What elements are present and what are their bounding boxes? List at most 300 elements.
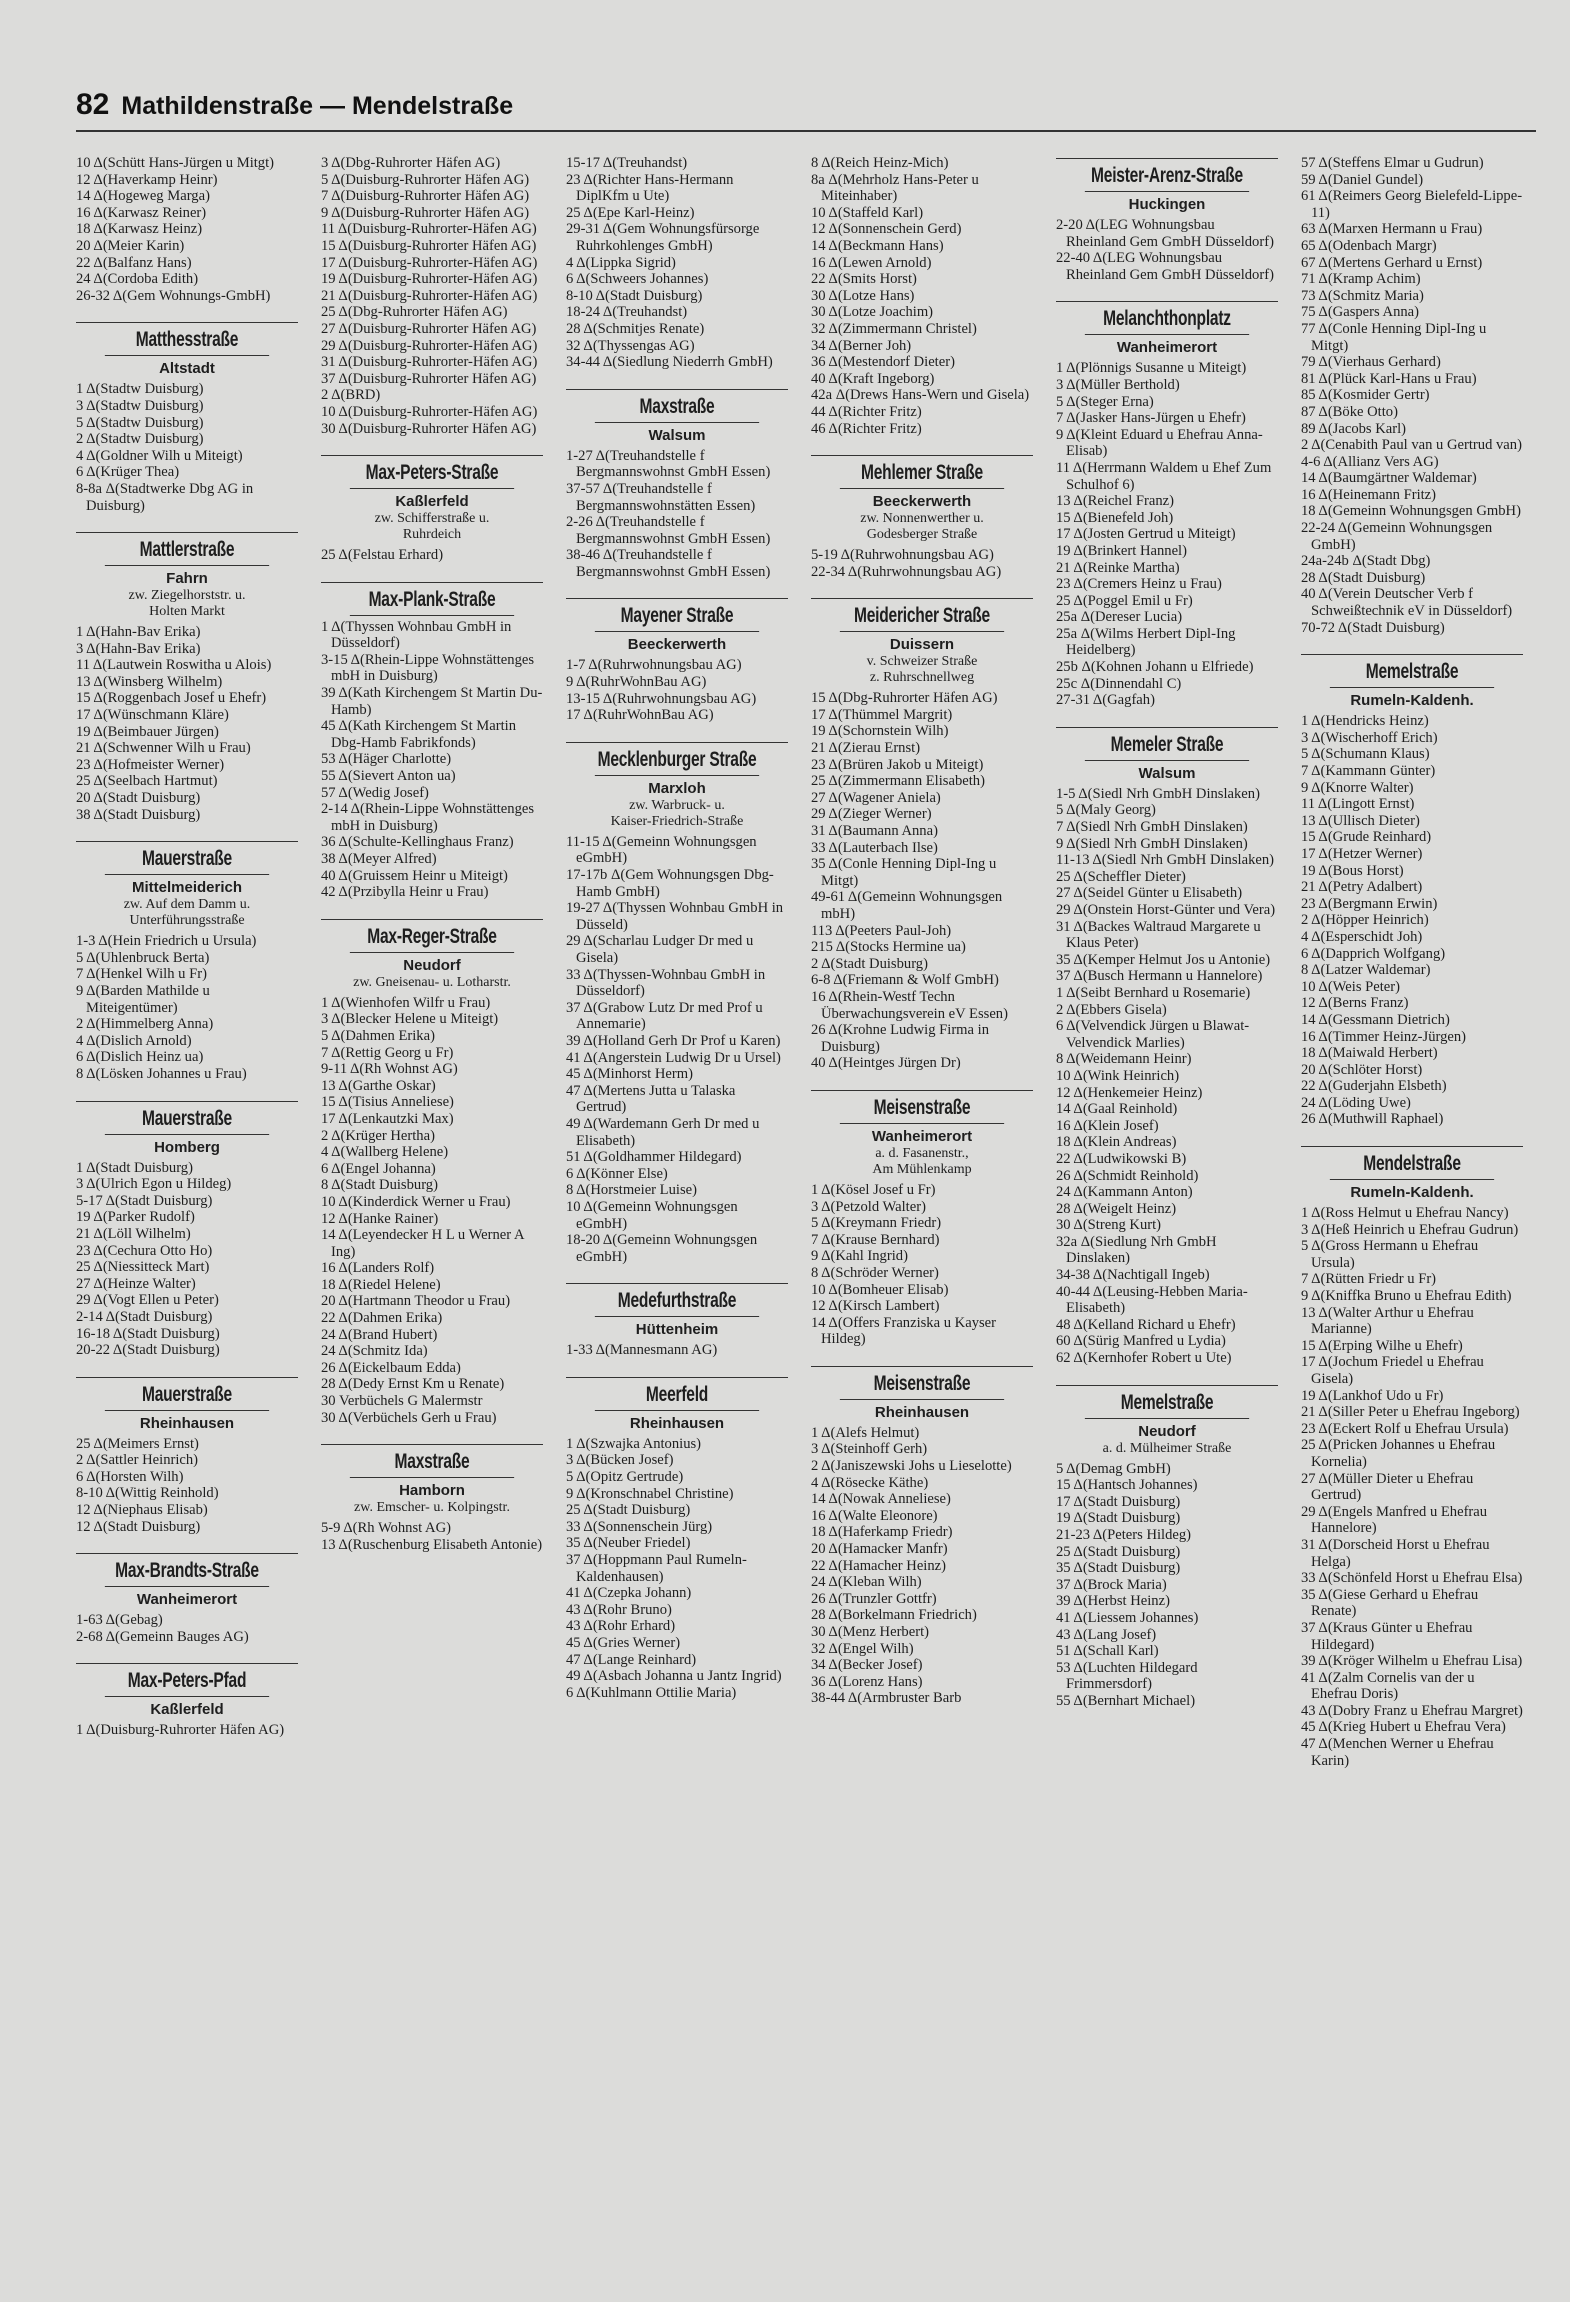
address-entry: 17 Δ(Stadt Duisburg) bbox=[1056, 1493, 1181, 1510]
address-entry: 11 Δ(Lingott Ernst) bbox=[1301, 796, 1415, 813]
address-entry: 8 Δ(Latzer Waldemar) bbox=[1301, 962, 1431, 979]
address-entry: 31 Δ(Duisburg-Ruhrorter-Häfen AG) bbox=[321, 354, 538, 371]
address-entry: 16 Δ(Walte Eleonore) bbox=[811, 1507, 938, 1524]
address-entry: 14 Δ(Leyendecker H L u Werner A Ing) bbox=[321, 1227, 524, 1260]
address-entry: 1-3 Δ(Hein Friedrich u Ursula) bbox=[76, 933, 257, 950]
address-entry: 1-27 Δ(Treuhandstelle f Bergmannswohnst GmbH Essen) bbox=[566, 447, 771, 481]
address-entry: 13 Δ(Ullisch Dieter) bbox=[1301, 812, 1420, 829]
street-section bbox=[811, 1090, 1033, 1348]
address-entry: 7 Δ(Jasker Hans-Jürgen u Ehefr) bbox=[1056, 410, 1246, 427]
address-entry: 20 Δ(Hartmann Theodor u Frau) bbox=[321, 1293, 511, 1310]
address-entry: 51 Δ(Goldhammer Hildegard) bbox=[566, 1149, 742, 1166]
address-entry: 18 Δ(Riedel Helene) bbox=[321, 1276, 441, 1293]
address-entry: 19 Δ(Lankhof Udo u Fr) bbox=[1301, 1387, 1444, 1404]
address-entry: 16 Δ(Klein Josef) bbox=[1056, 1117, 1159, 1134]
address-entry: 13 Δ(Reichel Franz) bbox=[1056, 493, 1174, 510]
address-entry: 16 Δ(Heinemann Fritz) bbox=[1301, 486, 1437, 503]
address-entry: 24 Δ(Kleban Wilh) bbox=[811, 1574, 922, 1591]
entry-list bbox=[566, 1436, 788, 1702]
street-section bbox=[566, 389, 788, 581]
address-entry: 25 Δ(Dbg-Ruhrorter Häfen AG) bbox=[321, 304, 508, 321]
district-name: Beeckerwerth bbox=[872, 493, 972, 511]
street-section bbox=[811, 455, 1033, 580]
address-entry: 19 Δ(Beimbauer Jürgen) bbox=[76, 723, 219, 740]
address-entry: 33 Δ(Lauterbach Ilse) bbox=[811, 839, 938, 856]
column-5 bbox=[1056, 152, 1278, 2282]
street-name: Max-Brandts-Straße bbox=[105, 1558, 269, 1587]
address-entry: 1-7 Δ(Ruhrwohnungsbau AG) bbox=[566, 657, 742, 674]
entry-list bbox=[76, 1722, 298, 1739]
address-entry: 9 Δ(Knorre Walter) bbox=[1301, 779, 1414, 796]
address-entry: 11 Δ(Duisburg-Ruhrorter-Häfen AG) bbox=[321, 221, 537, 238]
address-entry: 40 Δ(Heintges Jürgen Dr) bbox=[811, 1055, 961, 1072]
address-entry: 9 Δ(Kniffka Bruno u Ehefrau Edith) bbox=[1301, 1288, 1512, 1305]
street-name: Maxstraße bbox=[350, 1449, 514, 1478]
address-entry: 22-34 Δ(Ruhrwohnungsbau AG) bbox=[811, 563, 1002, 580]
address-entry: 30 Δ(Verbüchels Gerh u Frau) bbox=[321, 1409, 497, 1426]
address-entry: 6 Δ(Schweers Johannes) bbox=[566, 271, 709, 288]
address-entry: 6 Δ(Velvendick Jürgen u Blawat-Velvendick Marlies) bbox=[1056, 1018, 1250, 1051]
address-entry: 65 Δ(Odenbach Margr) bbox=[1301, 237, 1437, 254]
address-entry: 17 Δ(Lenkautzki Max) bbox=[321, 1110, 454, 1127]
address-entry: 28 Δ(Weigelt Heinz) bbox=[1056, 1200, 1177, 1217]
address-entry: 12 Δ(Stadt Duisburg) bbox=[76, 1518, 201, 1535]
address-entry: 41 Δ(Liessem Johannes) bbox=[1056, 1609, 1199, 1626]
address-entry: 29 Δ(Scharlau Ludger Dr med u Gisela) bbox=[566, 933, 754, 966]
address-entry: 2-26 Δ(Treuhandstelle f Bergmannswohnst GmbH Essen) bbox=[566, 514, 771, 547]
entry-list bbox=[76, 1436, 298, 1536]
address-entry: 19 Δ(Brinkert Hannel) bbox=[1056, 542, 1187, 559]
street-name: Mehlemer Straße bbox=[840, 460, 1004, 489]
address-entry: 36 Δ(Mestendorf Dieter) bbox=[811, 354, 955, 371]
address-entry: 40 Δ(Kraft Ingeborg) bbox=[811, 370, 935, 387]
street-name: Max-Reger-Straße bbox=[350, 924, 514, 953]
address-entry: 22 Δ(Dahmen Erika) bbox=[321, 1310, 443, 1327]
address-entry: 62 Δ(Kernhofer Robert u Ute) bbox=[1056, 1350, 1232, 1367]
address-entry: 19 Δ(Schornstein Wilh) bbox=[811, 723, 949, 740]
address-entry: 12 Δ(Hanke Rainer) bbox=[321, 1210, 439, 1227]
street-location-note: zw. Warbruck- u. Kaiser-Friedrich-Straße bbox=[610, 797, 744, 829]
address-entry: 26 Δ(Krohne Ludwig Firma in Duisburg) bbox=[811, 1022, 990, 1055]
address-entry: 3 Δ(Ulrich Egon u Hildeg) bbox=[76, 1176, 232, 1193]
district-name: Wanheimerort bbox=[136, 1591, 238, 1609]
address-entry: 16 Δ(Karwasz Reiner) bbox=[76, 204, 207, 221]
address-entry: 23 Δ(Brüren Jakob u Miteigt) bbox=[811, 756, 984, 773]
address-entry: 3 Δ(Petzold Walter) bbox=[811, 1198, 926, 1215]
district-name: Walsum bbox=[648, 426, 706, 444]
address-entry: 1 Δ(Wienhofen Wilfr u Frau) bbox=[321, 994, 491, 1011]
address-entry: 3 Δ(Dbg-Ruhrorter Häfen AG) bbox=[321, 155, 501, 171]
street-location-note: v. Schweizer Straße z. Ruhrschnellweg bbox=[866, 654, 978, 686]
address-entry: 32 Δ(Thyssengas AG) bbox=[566, 337, 695, 354]
address-entry: 25 Δ(Niessitteck Mart) bbox=[76, 1259, 210, 1276]
address-entry: 1-33 Δ(Mannesmann AG) bbox=[566, 1342, 718, 1359]
address-entry: 18 Δ(Maiwald Herbert) bbox=[1301, 1045, 1438, 1062]
address-entry: 26 Δ(Schmidt Reinhold) bbox=[1056, 1167, 1199, 1184]
address-entry: 1 Δ(Kösel Josef u Fr) bbox=[811, 1181, 936, 1198]
address-entry: 8-10 Δ(Wittig Reinhold) bbox=[76, 1485, 219, 1502]
address-entry: 5 Δ(Uhlenbruck Berta) bbox=[76, 949, 210, 966]
address-entry: 13 Δ(Walter Arthur u Ehefrau Marianne) bbox=[1301, 1304, 1474, 1338]
address-entry: 22 Δ(Smits Horst) bbox=[811, 271, 917, 288]
address-entry: 29 Δ(Onstein Horst-Günter und Vera) bbox=[1056, 902, 1276, 918]
street-section bbox=[1056, 1385, 1278, 1710]
address-entry: 26 Δ(Eickelbaum Edda) bbox=[321, 1359, 461, 1376]
address-entry: 3-15 Δ(Rhein-Lippe Wohnstättenges mbH in Duisburg) bbox=[321, 651, 535, 685]
address-entry: 25c Δ(Dinnendahl C) bbox=[1056, 675, 1182, 692]
address-entry: 57 Δ(Wedig Josef) bbox=[321, 784, 429, 801]
address-entry: 35 Δ(Conle Henning Dipl-Ing u Mitgt) bbox=[811, 856, 997, 889]
address-entry: 32 Δ(Engel Wilh) bbox=[811, 1640, 914, 1657]
street-location-note: a. d. Fasanenstr., Am Mühlenkamp bbox=[872, 1145, 972, 1177]
address-entry: 10 Δ(Duisburg-Ruhrorter-Häfen AG) bbox=[321, 403, 538, 420]
street-name: Max-Peters-Straße bbox=[350, 460, 514, 489]
address-entry: 1-5 Δ(Siedl Nrh GmbH Dinslaken) bbox=[1056, 785, 1260, 802]
address-entry: 49-61 Δ(Gemeinn Wohnungsgen mbH) bbox=[811, 889, 1003, 922]
address-entry: 30 Δ(Lotze Hans) bbox=[811, 287, 915, 304]
address-entry: 17-17b Δ(Gem Wohnungsgen Dbg-Hamb GmbH) bbox=[566, 867, 774, 900]
address-entry: 14 Δ(Nowak Anneliese) bbox=[811, 1491, 951, 1508]
address-entry: 10 Δ(Kinderdick Werner u Frau) bbox=[321, 1193, 511, 1210]
address-entry: 19 Δ(Bous Horst) bbox=[1301, 862, 1404, 879]
street-section bbox=[321, 919, 543, 1426]
street-name: Meister-Arenz-Straße bbox=[1085, 163, 1249, 192]
address-entry: 4 Δ(Dislich Arnold) bbox=[76, 1032, 192, 1049]
address-entry: 25a Δ(Wilms Herbert Dipl-Ing Heidelberg) bbox=[1056, 625, 1236, 659]
address-entry: 75 Δ(Gaspers Anna) bbox=[1301, 304, 1420, 321]
street-section bbox=[76, 322, 298, 514]
address-entry: 8 Δ(Horstmeier Luise) bbox=[566, 1182, 697, 1199]
address-entry: 3 Δ(Steinhoff Gerh) bbox=[811, 1441, 928, 1458]
address-entry: 77 Δ(Conle Henning Dipl-Ing u Mitgt) bbox=[1301, 320, 1487, 354]
entry-list bbox=[76, 933, 298, 1082]
district-name: Fahrn bbox=[166, 570, 208, 588]
continued-entries bbox=[76, 155, 298, 304]
address-entry: 20 Δ(Hamacker Manfr) bbox=[811, 1541, 948, 1558]
address-entry: 55 Δ(Sievert Anton ua) bbox=[321, 768, 456, 785]
address-entry: 21 Δ(Duisburg-Ruhrorter-Häfen AG) bbox=[321, 287, 538, 304]
address-entry: 18 Δ(Karwasz Heinz) bbox=[76, 221, 203, 238]
address-entry: 17 Δ(Wünschmann Kläre) bbox=[76, 707, 229, 724]
address-entry: 21 Δ(Siller Peter u Ehefrau Ingeborg) bbox=[1301, 1404, 1520, 1421]
address-entry: 8a Δ(Mehrholz Hans-Peter u Miteinhaber) bbox=[811, 171, 979, 205]
address-entry: 25 Δ(Felstau Erhard) bbox=[321, 547, 444, 564]
address-entry: 2 Δ(Sattler Heinrich) bbox=[76, 1452, 199, 1469]
street-section bbox=[1056, 727, 1278, 1367]
address-entry: 22-24 Δ(Gemeinn Wohnungsgen GmbH) bbox=[1301, 520, 1493, 553]
district-name: Rumeln-Kaldenh. bbox=[1350, 1184, 1474, 1202]
address-entry: 13-15 Δ(Ruhrwohnungsbau AG) bbox=[566, 690, 757, 707]
address-entry: 17 Δ(Jochum Friedel u Ehefrau Gisela) bbox=[1301, 1354, 1484, 1387]
address-entry: 2 Δ(Höpper Heinrich) bbox=[1301, 912, 1429, 929]
street-location-note: zw. Schifferstraße u. Ruhrdeich bbox=[374, 511, 490, 543]
entry-list bbox=[321, 619, 543, 901]
column-1 bbox=[76, 152, 298, 2282]
column-4 bbox=[811, 152, 1033, 2282]
continued-entries bbox=[811, 155, 1033, 437]
street-name: Mattlerstraße bbox=[105, 537, 269, 566]
address-entry: 45 Δ(Gries Werner) bbox=[566, 1635, 681, 1651]
address-entry: 30 Verbüchels G Malermstr bbox=[321, 1393, 483, 1410]
address-entry: 2-14 Δ(Stadt Duisburg) bbox=[76, 1308, 213, 1325]
address-entry: 35 Δ(Kemper Helmut Jos u Antonie) bbox=[1056, 951, 1271, 968]
address-entry: 5-9 Δ(Rh Wohnst AG) bbox=[321, 1520, 451, 1537]
address-entry: 3 Δ(Stadtw Duisburg) bbox=[76, 397, 204, 414]
address-entry: 8 Δ(Reich Heinz-Mich) bbox=[811, 155, 949, 171]
page-header bbox=[76, 88, 1536, 132]
address-entry: 5 Δ(Steger Erna) bbox=[1056, 393, 1154, 410]
entry-list bbox=[566, 1342, 788, 1359]
address-entry: 22 Δ(Ludwikowski B) bbox=[1056, 1150, 1187, 1167]
street-section bbox=[321, 455, 543, 564]
address-entry: 25 Δ(Stadt Duisburg) bbox=[1056, 1543, 1181, 1560]
street-name: Max-Peters-Pfad bbox=[105, 1668, 269, 1697]
district-name: Marxloh bbox=[648, 779, 706, 797]
address-entry: 49 Δ(Asbach Johanna u Jantz Ingrid) bbox=[566, 1668, 782, 1685]
street-section bbox=[76, 1553, 298, 1645]
address-entry: 6 Δ(Dapprich Wolfgang) bbox=[1301, 945, 1446, 962]
district-name: Hüttenheim bbox=[635, 1321, 719, 1339]
address-entry: 3 Δ(Blecker Helene u Miteigt) bbox=[321, 1011, 499, 1028]
address-entry: 6 Δ(Kuhlmann Ottilie Maria) bbox=[566, 1684, 737, 1701]
address-entry: 55 Δ(Bernhart Michael) bbox=[1056, 1692, 1196, 1709]
address-entry: 25 Δ(Epe Karl-Heinz) bbox=[566, 204, 695, 221]
address-entry: 10 Δ(Staffeld Karl) bbox=[811, 204, 924, 221]
address-entry: 4 Δ(Goldner Wilh u Miteigt) bbox=[76, 447, 243, 464]
address-entry: 2-20 Δ(LEG Wohnungsbau Rheinland Gem GmbH Düsseldorf) bbox=[1056, 217, 1274, 250]
address-entry: 10 Δ(Gemeinn Wohnungsgen eGmbH) bbox=[566, 1198, 738, 1232]
address-entry: 2 Δ(Krüger Hertha) bbox=[321, 1127, 435, 1144]
address-entry: 9 Δ(Barden Mathilde u Miteigentümer) bbox=[76, 983, 210, 1016]
address-entry: 19 Δ(Duisburg-Ruhrorter-Häfen AG) bbox=[321, 271, 538, 288]
address-entry: 85 Δ(Kosmider Gertr) bbox=[1301, 387, 1430, 404]
street-name: Memelstraße bbox=[1330, 659, 1494, 688]
address-entry: 10 Δ(Weis Peter) bbox=[1301, 978, 1400, 995]
street-name: Mauerstraße bbox=[105, 1106, 269, 1135]
address-entry: 30 Δ(Lotze Joachim) bbox=[811, 304, 934, 321]
address-entry: 48 Δ(Kelland Richard u Ehefr) bbox=[1056, 1316, 1236, 1333]
address-entry: 43 Δ(Rohr Erhard) bbox=[566, 1618, 676, 1635]
address-entry: 2-14 Δ(Rhein-Lippe Wohnstättenges mbH in Duisburg) bbox=[321, 801, 535, 834]
address-entry: 63 Δ(Marxen Hermann u Frau) bbox=[1301, 221, 1483, 238]
address-entry: 30 Δ(Menz Herbert) bbox=[811, 1624, 929, 1640]
address-entry: 1 Δ(Stadtw Duisburg) bbox=[76, 381, 204, 398]
address-entry: 29-31 Δ(Gem Wohnungsfürsorge Ruhrkohlenges GmbH) bbox=[566, 221, 760, 254]
address-entry: 24 Δ(Cordoba Edith) bbox=[76, 271, 199, 288]
address-entry: 9 Δ(Siedl Nrh GmbH Dinslaken) bbox=[1056, 835, 1248, 852]
address-entry: 1 Δ(Duisburg-Ruhrorter Häfen AG) bbox=[76, 1722, 285, 1739]
district-name: Kaßlerfeld bbox=[395, 493, 469, 511]
address-entry: 7 Δ(Duisburg-Ruhrorter Häfen AG) bbox=[321, 188, 530, 205]
entry-list bbox=[811, 547, 1033, 580]
street-section bbox=[321, 1444, 543, 1553]
address-entry: 51 Δ(Schall Karl) bbox=[1056, 1643, 1159, 1660]
address-entry: 6 Δ(Horsten Wilh) bbox=[76, 1468, 184, 1485]
address-entry: 40 Δ(Gruissem Heinr u Miteigt) bbox=[321, 867, 508, 884]
address-entry: 8 Δ(Schröder Werner) bbox=[811, 1264, 939, 1281]
address-entry: 10 Δ(Schütt Hans-Jürgen u Mitgt) bbox=[76, 155, 275, 171]
continued-entries bbox=[1301, 155, 1523, 636]
address-entry: 38 Δ(Meyer Alfred) bbox=[321, 851, 437, 867]
address-entry: 28 Δ(Borkelmann Friedrich) bbox=[811, 1607, 977, 1624]
district-name: Rumeln-Kaldenh. bbox=[1350, 692, 1474, 710]
address-entry: 8 Δ(Weidemann Heinr) bbox=[1056, 1051, 1192, 1068]
address-entry: 14 Δ(Gessmann Dietrich) bbox=[1301, 1011, 1450, 1028]
address-entry: 15 Δ(Tisius Anneliese) bbox=[321, 1094, 454, 1111]
address-entry: 113 Δ(Peeters Paul-Joh) bbox=[811, 922, 952, 939]
address-entry: 6-8 Δ(Friemann & Wolf GmbH) bbox=[811, 972, 999, 989]
street-name: Maxstraße bbox=[595, 394, 759, 423]
entry-list bbox=[566, 834, 788, 1265]
district-name: Hamborn bbox=[399, 1482, 465, 1500]
district-name: Wanheimerort bbox=[871, 1127, 973, 1145]
address-entry: 71 Δ(Kramp Achim) bbox=[1301, 271, 1421, 288]
address-entry: 15 Δ(Grude Reinhard) bbox=[1301, 829, 1432, 846]
address-entry: 27 Δ(Müller Dieter u Ehefrau Gertrud) bbox=[1301, 1470, 1474, 1504]
street-name: Mayener Straße bbox=[595, 603, 759, 632]
street-section bbox=[76, 1663, 298, 1739]
district-name: Rheinhausen bbox=[629, 1414, 725, 1432]
street-location-note: zw. Gneisenau- u. Lotharstr. bbox=[353, 974, 511, 990]
column-2 bbox=[321, 152, 543, 2282]
district-name: Homberg bbox=[154, 1138, 220, 1156]
address-entry: 37 Δ(Brock Maria) bbox=[1056, 1576, 1167, 1593]
address-entry: 6 Δ(Krüger Thea) bbox=[76, 464, 180, 481]
street-name: Meisenstraße bbox=[840, 1371, 1004, 1400]
address-entry: 22-40 Δ(LEG Wohnungsbau Rheinland Gem GmbH Düsseldorf) bbox=[1056, 250, 1274, 283]
address-entry: 25a Δ(Dereser Lucia) bbox=[1056, 609, 1183, 626]
column-6 bbox=[1301, 152, 1523, 2282]
address-entry: 25 Δ(Stadt Duisburg) bbox=[566, 1502, 691, 1519]
address-entry: 42a Δ(Drews Hans-Wern und Gisela) bbox=[811, 387, 1030, 404]
street-section bbox=[811, 1366, 1033, 1707]
address-entry: 25 Δ(Pricken Johannes u Ehefrau Kornelia) bbox=[1301, 1437, 1496, 1470]
entry-list bbox=[811, 1425, 1033, 1707]
address-entry: 3 Δ(Hahn-Bav Erika) bbox=[76, 640, 201, 657]
street-location-note: zw. Nonnenwerther u. Godesberger Straße bbox=[860, 511, 984, 543]
address-entry: 73 Δ(Schmitz Maria) bbox=[1301, 287, 1424, 304]
address-entry: 15 Δ(Bienefeld Joh) bbox=[1056, 509, 1174, 526]
street-name: Meisenstraße bbox=[840, 1095, 1004, 1124]
address-entry: 19-27 Δ(Thyssen Wohnbau GmbH in Düsseld) bbox=[566, 900, 784, 933]
address-entry: 2 Δ(Stadt Duisburg) bbox=[811, 955, 928, 972]
address-entry: 7 Δ(Krause Bernhard) bbox=[811, 1231, 940, 1248]
street-location-note: zw. Emscher- u. Kolpingstr. bbox=[354, 1500, 510, 1516]
district-name: Mittelmeiderich bbox=[131, 879, 243, 897]
address-entry: 34-44 Δ(Siedlung Niederrh GmbH) bbox=[566, 354, 773, 371]
address-entry: 21 Δ(Löll Wilhelm) bbox=[76, 1225, 191, 1242]
address-entry: 7 Δ(Henkel Wilh u Fr) bbox=[76, 966, 207, 983]
district-name: Kaßlerfeld bbox=[150, 1701, 224, 1719]
address-entry: 10 Δ(Bomheuer Elisab) bbox=[811, 1281, 949, 1298]
address-entry: 34 Δ(Berner Joh) bbox=[811, 337, 912, 354]
entry-list bbox=[321, 1520, 543, 1553]
address-entry: 21 Δ(Petry Adalbert) bbox=[1301, 879, 1423, 896]
address-entry: 5 Δ(Kreymann Friedr) bbox=[811, 1215, 942, 1232]
street-section bbox=[1301, 654, 1523, 1128]
address-entry: 39 Δ(Kath Kirchengem St Martin Du-Hamb) bbox=[321, 685, 543, 718]
address-entry: 4-6 Δ(Allianz Vers AG) bbox=[1301, 453, 1439, 470]
address-entry: 5-19 Δ(Ruhrwohnungsbau AG) bbox=[811, 547, 994, 564]
address-entry: 43 Δ(Lang Josef) bbox=[1056, 1626, 1157, 1643]
address-entry: 15 Δ(Dbg-Ruhrorter Häfen AG) bbox=[811, 690, 998, 707]
address-entry: 16 Δ(Landers Rolf) bbox=[321, 1260, 435, 1277]
entry-list bbox=[1056, 1461, 1278, 1710]
address-entry: 37 Δ(Duisburg-Ruhrorter Häfen AG) bbox=[321, 370, 537, 387]
address-entry: 25b Δ(Kohnen Johann u Elfriede) bbox=[1056, 659, 1254, 676]
address-entry: 34-38 Δ(Nachtigall Ingeb) bbox=[1056, 1267, 1210, 1284]
address-entry: 57 Δ(Steffens Elmar u Gudrun) bbox=[1301, 155, 1484, 171]
address-entry: 11 Δ(Herrmann Waldem u Ehef Zum Schulhof 6) bbox=[1056, 459, 1272, 493]
address-entry: 27-31 Δ(Gagfah) bbox=[1056, 692, 1155, 709]
address-entry: 5 Δ(Opitz Gertrude) bbox=[566, 1469, 684, 1486]
address-entry: 9 Δ(Kronschnabel Christine) bbox=[566, 1485, 734, 1502]
address-entry: 2 Δ(BRD) bbox=[321, 387, 381, 404]
address-entry: 5 Δ(Dahmen Erika) bbox=[321, 1027, 435, 1044]
address-entry: 15-17 Δ(Treuhandst) bbox=[566, 155, 688, 171]
address-entry: 1 Δ(Szwajka Antonius) bbox=[566, 1435, 702, 1452]
street-name: Matthesstraße bbox=[105, 327, 269, 356]
address-entry: 28 Δ(Stadt Duisburg) bbox=[1301, 569, 1426, 586]
entry-list bbox=[76, 1160, 298, 1359]
street-name: Medefurthstraße bbox=[595, 1288, 759, 1317]
address-entry: 1 Δ(Hahn-Bav Erika) bbox=[76, 624, 201, 641]
address-entry: 25 Δ(Meimers Ernst) bbox=[76, 1435, 199, 1452]
address-entry: 23 Δ(Richter Hans-Hermann DiplKfm u Ute) bbox=[566, 171, 734, 205]
address-entry: 14 Δ(Gaal Reinhold) bbox=[1056, 1101, 1178, 1118]
address-entry: 6 Δ(Könner Else) bbox=[566, 1165, 668, 1182]
address-entry: 22 Δ(Guderjahn Elsbeth) bbox=[1301, 1078, 1447, 1095]
address-entry: 12 Δ(Kirsch Lambert) bbox=[811, 1298, 940, 1315]
column-3 bbox=[566, 152, 788, 2282]
address-entry: 2 Δ(Stadtw Duisburg) bbox=[76, 431, 204, 448]
street-name: Max-Plank-Straße bbox=[350, 587, 514, 616]
address-entry: 38 Δ(Stadt Duisburg) bbox=[76, 806, 201, 823]
page-number: 82 bbox=[76, 88, 110, 121]
address-entry: 24 Δ(Schmitz Ida) bbox=[321, 1343, 428, 1360]
address-entry: 42 Δ(Przibylla Heinr u Frau) bbox=[321, 884, 489, 901]
address-entry: 13 Δ(Winsberg Wilhelm) bbox=[76, 673, 223, 690]
address-entry: 40 Δ(Verein Deutscher Verb f Schweißtechnik eV in Düsseldorf) bbox=[1301, 586, 1513, 620]
directory-columns bbox=[76, 152, 1546, 2282]
address-entry: 33 Δ(Thyssen-Wohnbau GmbH in Düsseldorf) bbox=[566, 966, 766, 1000]
street-section bbox=[76, 841, 298, 1082]
address-entry: 7 Δ(Kammann Günter) bbox=[1301, 763, 1436, 779]
address-entry: 2 Δ(Janiszewski Johs u Lieselotte) bbox=[811, 1458, 1012, 1475]
address-entry: 32a Δ(Siedlung Nrh GmbH Dinslaken) bbox=[1056, 1233, 1217, 1267]
address-entry: 53 Δ(Luchten Hildegard Frimmersdorf) bbox=[1056, 1659, 1198, 1693]
address-entry: 41 Δ(Zalm Cornelis van der u Ehefrau Doris) bbox=[1301, 1669, 1475, 1703]
address-entry: 8 Δ(Stadt Duisburg) bbox=[321, 1177, 438, 1194]
address-entry: 31 Δ(Dorscheid Horst u Ehefrau Helga) bbox=[1301, 1536, 1490, 1570]
address-entry: 39 Δ(Kröger Wilhelm u Ehefrau Lisa) bbox=[1301, 1653, 1523, 1670]
district-name: Wanheimerort bbox=[1116, 339, 1218, 357]
entry-list bbox=[321, 995, 543, 1426]
street-name: Mendelstraße bbox=[1330, 1151, 1494, 1180]
address-entry: 87 Δ(Böke Otto) bbox=[1301, 403, 1398, 420]
street-name: Mecklenburger Straße bbox=[595, 747, 759, 776]
address-entry: 15 Δ(Roggenbach Josef u Ehefr) bbox=[76, 690, 267, 707]
address-entry: 1 Δ(Seibt Bernhard u Rosemarie) bbox=[1056, 984, 1251, 1001]
address-entry: 33 Δ(Schönfeld Horst u Ehefrau Elsa) bbox=[1301, 1570, 1523, 1587]
address-entry: 23 Δ(Cremers Heinz u Frau) bbox=[1056, 576, 1222, 593]
address-entry: 2 Δ(Himmelberg Anna) bbox=[76, 1016, 214, 1033]
address-entry: 26-32 Δ(Gem Wohnungs-GmbH) bbox=[76, 287, 271, 304]
address-entry: 29 Δ(Engels Manfred u Ehefrau Hannelore) bbox=[1301, 1503, 1488, 1537]
street-name: Mauerstraße bbox=[105, 1382, 269, 1411]
address-entry: 15 Δ(Duisburg-Ruhrorter Häfen AG) bbox=[321, 237, 537, 254]
address-entry: 60 Δ(Sürig Manfred u Lydia) bbox=[1056, 1333, 1226, 1350]
